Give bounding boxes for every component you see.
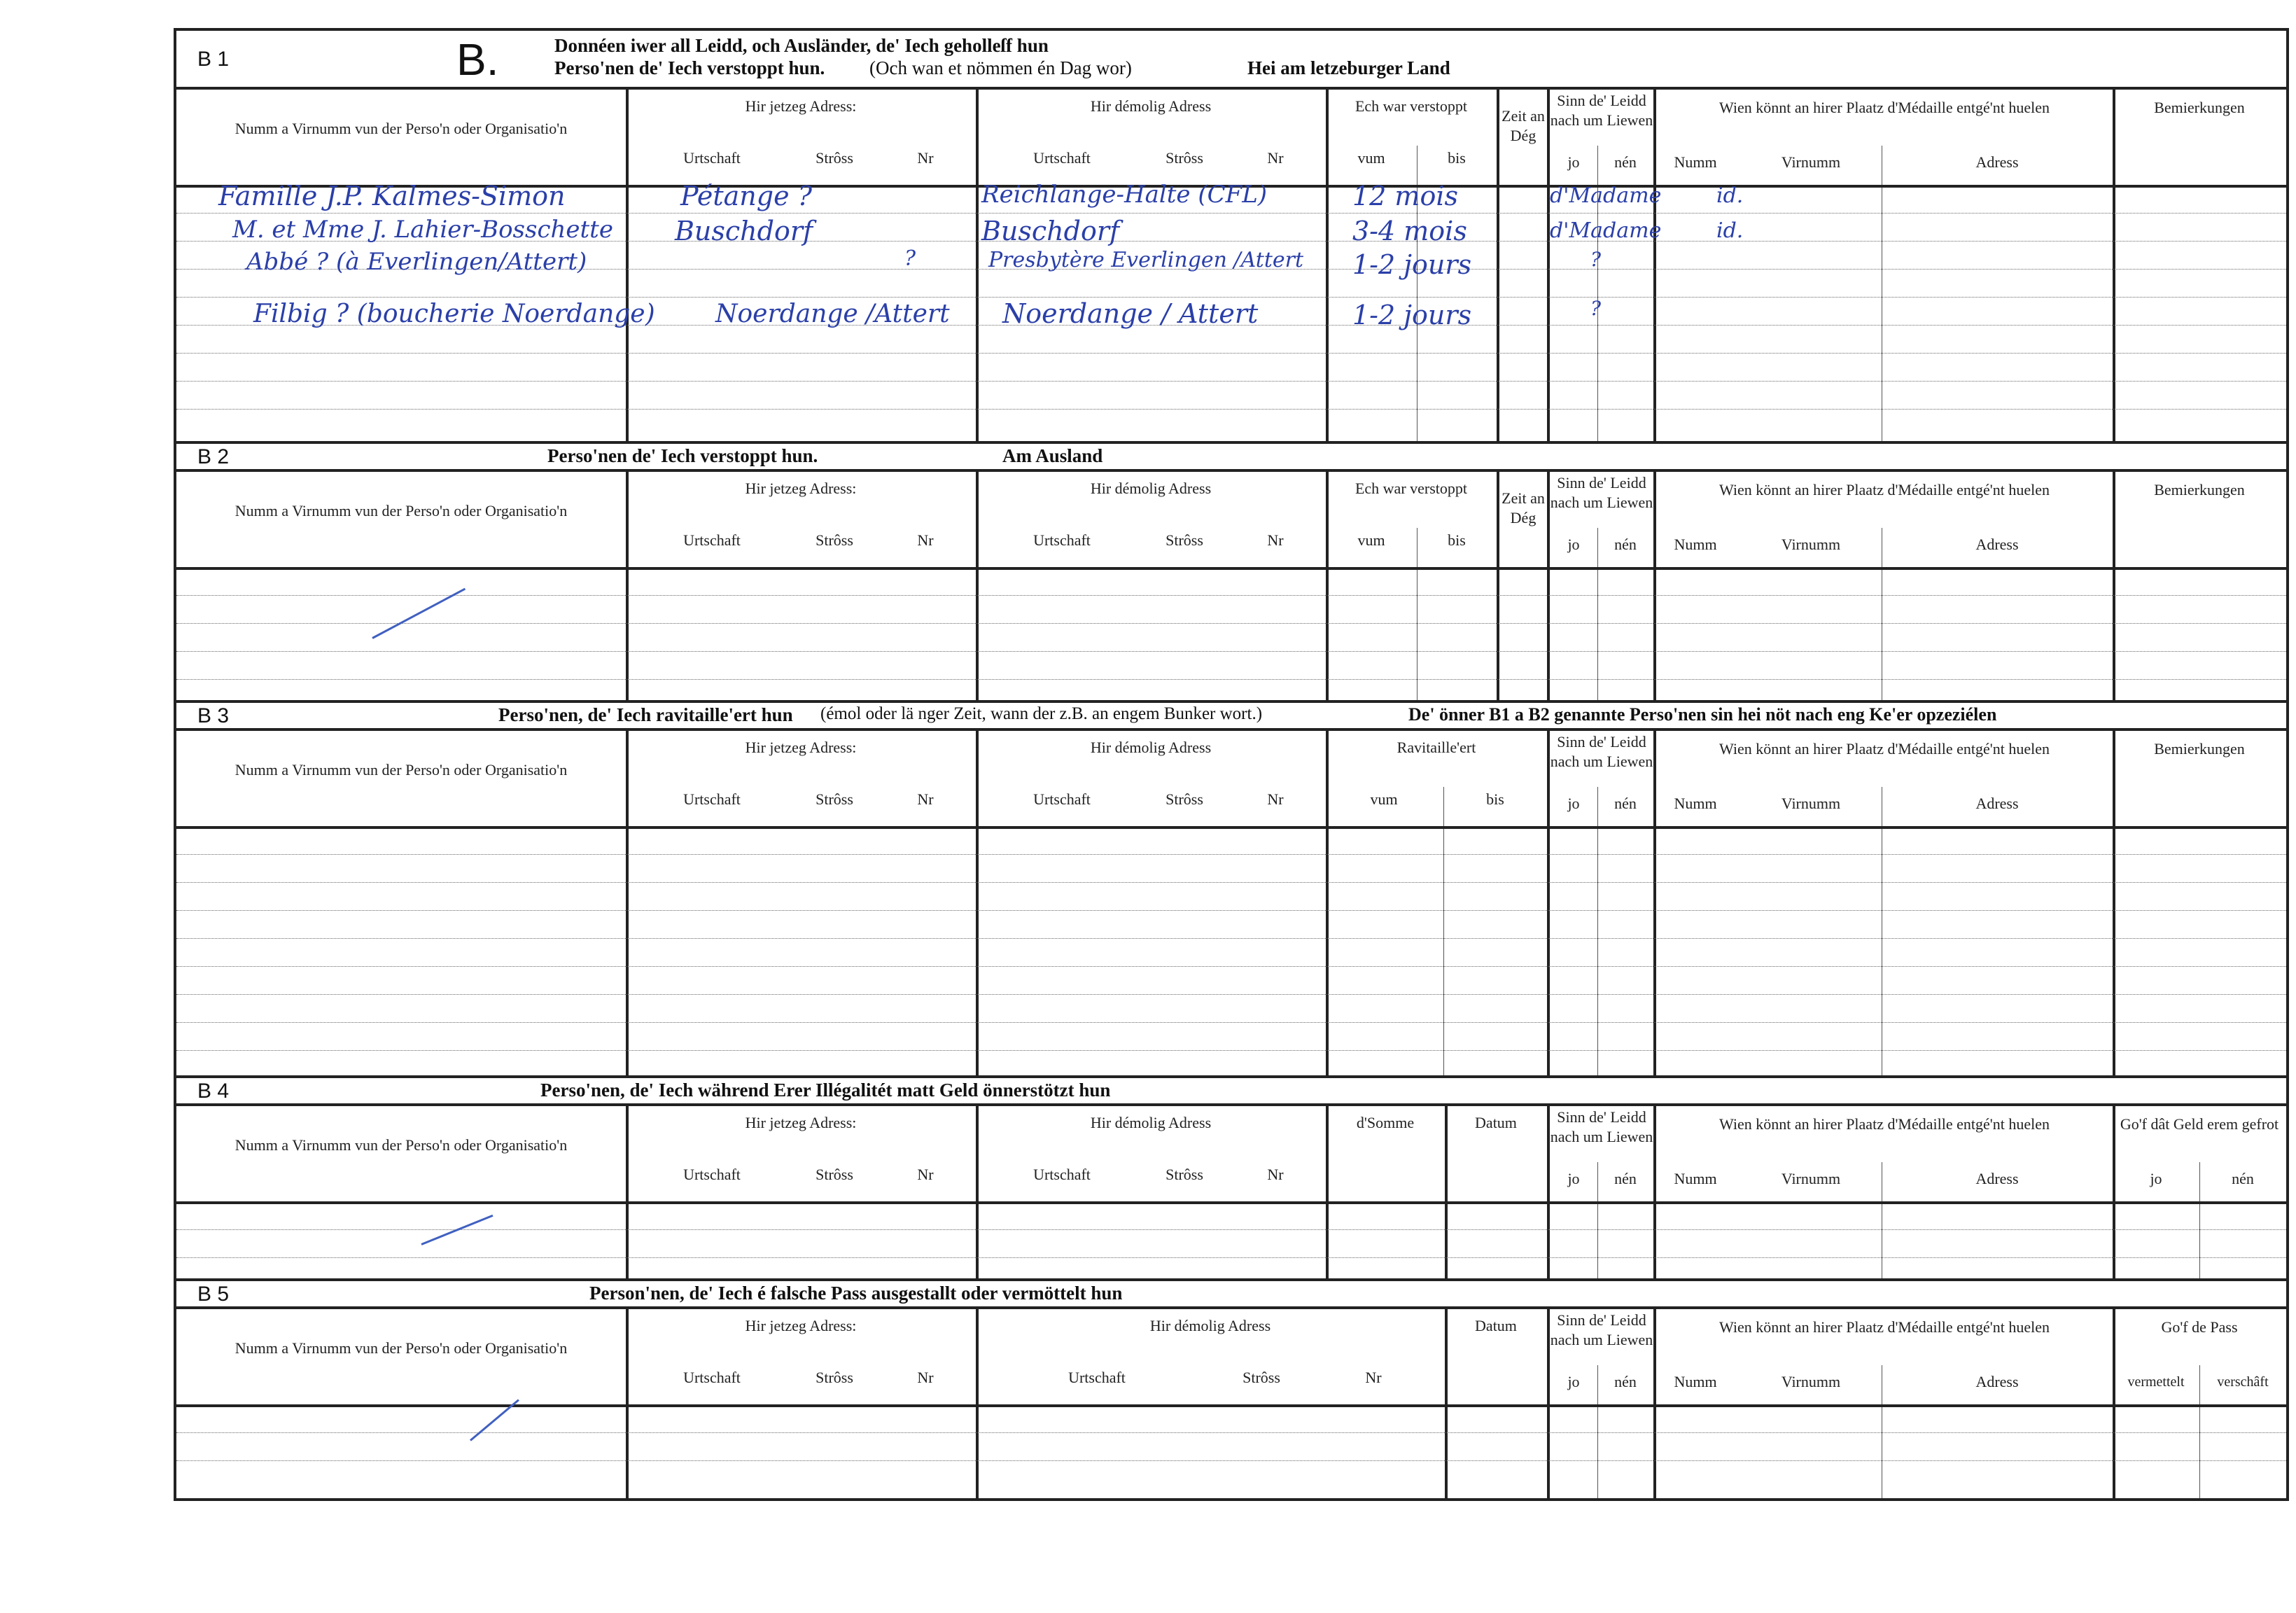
section-title: Perso'nen, de' Iech während Erer Illégalitét matt Geld önnerstötzt hun xyxy=(540,1080,1111,1101)
header-stross-old: Strôss xyxy=(1166,149,1203,167)
header-old-address: Hir démolig Adress xyxy=(1090,97,1212,115)
header-name: Numm a Virnumm vun der Perso'n oder Organisatio'n xyxy=(234,502,568,519)
row4-name: Filbig ? (boucherie Noerdange) xyxy=(253,300,655,328)
header-name: Numm a Virnumm vun der Perso'n oder Organisatio'n xyxy=(234,1339,568,1357)
section-b1 xyxy=(176,31,2286,444)
row4-old: Noerdange / Attert xyxy=(1002,298,1259,329)
b5-table xyxy=(176,1309,2286,1498)
b2-table xyxy=(176,472,2286,703)
row1-duration: 12 mois xyxy=(1352,181,1458,211)
header-current-address: Hir jetzeg Adress: xyxy=(745,97,857,115)
section-code: B 5 xyxy=(197,1283,230,1306)
header-stross-old: Strôss xyxy=(1166,790,1203,808)
header-nen: nén xyxy=(1614,153,1637,171)
header-somme: d'Somme xyxy=(1356,1114,1415,1131)
header-stross-old: Strôss xyxy=(1166,531,1203,549)
header-vum: vum xyxy=(1370,790,1398,808)
header-vum: vum xyxy=(1357,531,1385,549)
row2-name: M. et Mme J. Lahier-Bosschette xyxy=(232,216,613,244)
header-nr-old: Nr xyxy=(1267,1166,1284,1183)
section-b2-header xyxy=(176,444,2286,472)
header-urtschaft-old: Urtschaft xyxy=(1033,531,1091,549)
header-adress: Adress xyxy=(1975,1373,2019,1390)
header-current-address: Hir jetzeg Adress: xyxy=(745,739,857,756)
row1-numm: id. xyxy=(1716,183,1744,208)
header-stross: Strôss xyxy=(816,149,853,167)
section-title-right: Am Ausland xyxy=(1002,445,1103,466)
header-sinn: Sinn de' Leidd nach um Liewen xyxy=(1550,92,1653,129)
header-verschaft: verschâft xyxy=(2217,1374,2269,1390)
header-adress: Adress xyxy=(1975,536,2019,553)
header-urtschaft: Urtschaft xyxy=(683,1369,741,1386)
header-sinn: Sinn de' Leidd nach um Liewen xyxy=(1550,1108,1653,1145)
header-wien: Wien könnt an hirer Plaatz d'Médaille entgé'nt huelen xyxy=(1719,1318,2050,1336)
section-b4-header xyxy=(176,1078,2286,1106)
header-virnumm: Virnumm xyxy=(1781,1170,1841,1187)
header-sinn: Sinn de' Leidd nach um Liewen xyxy=(1550,1311,1653,1348)
header-nr: Nr xyxy=(917,1166,934,1183)
header-stross: Strôss xyxy=(816,1369,853,1386)
form-sheet xyxy=(174,28,2289,1501)
row4-liewen: ? xyxy=(1590,297,1602,320)
header-hidden: Ech war verstoppt xyxy=(1354,97,1468,115)
header-vermettelt: vermettelt xyxy=(2127,1374,2185,1390)
row1-old: Reichlange-Halte (CFL) xyxy=(981,181,1268,209)
header-vum: vum xyxy=(1357,149,1385,167)
header-old-address: Hir démolig Adress xyxy=(1090,1114,1212,1131)
header-urtschaft-old: Urtschaft xyxy=(1033,149,1091,167)
section-b2 xyxy=(176,441,2286,703)
section-code: B 4 xyxy=(197,1080,230,1103)
section-b1-header xyxy=(176,31,2286,90)
header-sinn: Sinn de' Leidd nach um Liewen xyxy=(1550,474,1653,511)
header-ravitailleert: Ravitaille'ert xyxy=(1396,739,1476,756)
header-bis: bis xyxy=(1486,790,1504,808)
header-hidden: Ech war verstoppt xyxy=(1354,480,1468,497)
section-title: Donnéen iwer all Leidd, och Ausländer, de' Iech geholleſf hun xyxy=(554,35,1049,56)
header-nr: Nr xyxy=(917,149,934,167)
header-urtschaft: Urtschaft xyxy=(683,531,741,549)
header-sinn: Sinn de' Leidd nach um Liewen xyxy=(1550,733,1653,770)
header-bis: bis xyxy=(1448,531,1466,549)
header-datum: Datum xyxy=(1475,1317,1517,1334)
section-b5 xyxy=(176,1278,2286,1498)
header-urtschaft-old: Urtschaft xyxy=(1033,1166,1091,1183)
section-b3 xyxy=(176,700,2286,1078)
header-current-address: Hir jetzeg Adress: xyxy=(745,1114,857,1131)
header-stross-old: Strôss xyxy=(1242,1369,1280,1386)
section-code: B 2 xyxy=(197,445,230,468)
section-letter: B. xyxy=(456,34,499,85)
header-numm: Numm xyxy=(1674,153,1717,171)
header-datum: Datum xyxy=(1475,1114,1517,1131)
header-nr: Nr xyxy=(917,531,934,549)
row2-liewen: d'Madame xyxy=(1550,218,1662,243)
header-jo-geld: jo xyxy=(2150,1170,2162,1187)
header-pass: Go'f de Pass xyxy=(2161,1318,2238,1336)
header-urtschaft: Urtschaft xyxy=(683,790,741,808)
row2-duration: 3-4 mois xyxy=(1352,216,1467,246)
b1-table xyxy=(176,90,2286,442)
section-title: Perso'nen de' Iech verstoppt hun. xyxy=(547,445,818,466)
header-name: Numm a Virnumm vun der Perso'n oder Organisatio'n xyxy=(234,1136,568,1154)
header-jo: jo xyxy=(1567,1170,1580,1187)
header-old-address: Hir démolig Adress xyxy=(1090,739,1212,756)
header-old-address: Hir démolig Adress xyxy=(1090,480,1212,497)
header-nen: nén xyxy=(1614,536,1637,553)
header-stross: Strôss xyxy=(816,531,853,549)
header-bemierkungen: Bemierkungen xyxy=(2154,99,2245,116)
header-jo: jo xyxy=(1567,536,1580,553)
header-bis: bis xyxy=(1448,149,1466,167)
b4-table xyxy=(176,1106,2286,1281)
row3-name: Abbé ? (à Everlingen/Attert) xyxy=(246,248,587,276)
header-stross: Strôss xyxy=(816,790,853,808)
section-title: Person'nen, de' Iech é falsche Pass ausgestallt oder vermöttelt hun xyxy=(589,1283,1123,1304)
header-current-address: Hir jetzeg Adress: xyxy=(745,480,857,497)
header-name: Numm a Virnumm vun der Perso'n oder Organisatio'n xyxy=(234,761,568,778)
header-nen: nén xyxy=(1614,1170,1637,1187)
row1-liewen: d'Madame xyxy=(1550,183,1662,208)
row4-current: Noerdange /Attert xyxy=(715,300,950,328)
row3-duration: 1-2 jours xyxy=(1352,249,1472,280)
section-land: Hei am letzeburger Land xyxy=(1247,57,1450,78)
section-title-right: De' önner B1 a B2 genannte Perso'nen sin hei nöt nach eng Ke'er opzeziélen xyxy=(1408,704,1997,725)
row2-numm: id. xyxy=(1716,218,1744,243)
header-current-address: Hir jetzeg Adress: xyxy=(745,1317,857,1334)
header-jo: jo xyxy=(1567,795,1580,812)
header-jo: jo xyxy=(1567,1373,1580,1390)
header-nr-old: Nr xyxy=(1267,790,1284,808)
row3-old: Presbytère Everlingen /Attert xyxy=(988,248,1304,272)
header-urtschaft-old: Urtschaft xyxy=(1033,790,1091,808)
header-nr-old: Nr xyxy=(1365,1369,1382,1386)
section-note: (Och wan et nömmen én Dag wor) xyxy=(869,57,1132,78)
header-wien: Wien könnt an hirer Plaatz d'Médaille entgé'nt huelen xyxy=(1719,740,2050,757)
section-title: Perso'nen, de' Iech ravitaille'ert hun xyxy=(498,704,793,725)
b3-table xyxy=(176,731,2286,1078)
header-bemierkungen: Bemierkungen xyxy=(2154,740,2245,757)
header-adress: Adress xyxy=(1975,1170,2019,1187)
section-code: B 1 xyxy=(197,48,230,71)
header-name: Numm a Virnumm vun der Perso'n oder Organisatio'n xyxy=(234,120,568,137)
header-numm: Numm xyxy=(1674,1373,1717,1390)
header-urtschaft: Urtschaft xyxy=(683,1166,741,1183)
header-adress: Adress xyxy=(1975,795,2019,812)
section-b4 xyxy=(176,1075,2286,1281)
header-nr-old: Nr xyxy=(1267,531,1284,549)
section-code: B 3 xyxy=(197,704,230,727)
header-bemierkungen: Bemierkungen xyxy=(2154,481,2245,498)
header-zeit: Zeit an Dég xyxy=(1502,489,1545,526)
header-urtschaft: Urtschaft xyxy=(683,149,741,167)
section-title-2: Perso'nen de' Iech verstoppt hun. xyxy=(554,57,825,78)
header-old-address: Hir démolig Adress xyxy=(1149,1317,1271,1334)
row3-liewen: ? xyxy=(1590,248,1602,271)
header-nen: nén xyxy=(1614,795,1637,812)
header-urtschaft-old: Urtschaft xyxy=(1068,1369,1126,1386)
header-nen-geld: nén xyxy=(2232,1170,2254,1187)
header-virnumm: Virnumm xyxy=(1781,153,1841,171)
header-wien: Wien könnt an hirer Plaatz d'Médaille entgé'nt huelen xyxy=(1719,1115,2050,1133)
header-numm: Numm xyxy=(1674,795,1717,812)
header-stross-old: Strôss xyxy=(1166,1166,1203,1183)
header-zeit: Zeit an Dég xyxy=(1502,107,1545,144)
header-nr: Nr xyxy=(917,1369,934,1386)
header-jo: jo xyxy=(1567,153,1580,171)
header-wien: Wien könnt an hirer Plaatz d'Médaille entgé'nt huelen xyxy=(1719,99,2050,116)
header-nr: Nr xyxy=(917,790,934,808)
header-numm: Numm xyxy=(1674,536,1717,553)
section-note: (émol oder lä nger Zeit, wann der z.B. an engem Bunker wort.) xyxy=(820,704,1263,723)
header-nr-old: Nr xyxy=(1267,149,1284,167)
row2-old: Buschdorf xyxy=(981,216,1120,246)
header-numm: Numm xyxy=(1674,1170,1717,1187)
section-b5-header xyxy=(176,1281,2286,1309)
header-geld-erem: Go'f dât Geld erem gefrot xyxy=(2120,1115,2279,1133)
header-virnumm: Virnumm xyxy=(1781,536,1841,553)
row1-current: Pétange ? xyxy=(680,181,813,211)
row2-current: Buschdorf xyxy=(675,216,813,246)
header-adress: Adress xyxy=(1975,153,2019,171)
row4-duration: 1-2 jours xyxy=(1352,300,1472,330)
section-b3-header xyxy=(176,703,2286,731)
row3-current: ? xyxy=(904,246,916,271)
header-wien: Wien könnt an hirer Plaatz d'Médaille entgé'nt huelen xyxy=(1719,481,2050,498)
row1-name: Famille J.P. Kalmes-Simon xyxy=(218,181,566,211)
header-nen: nén xyxy=(1614,1373,1637,1390)
header-virnumm: Virnumm xyxy=(1781,1373,1841,1390)
header-stross: Strôss xyxy=(816,1166,853,1183)
header-virnumm: Virnumm xyxy=(1781,795,1841,812)
